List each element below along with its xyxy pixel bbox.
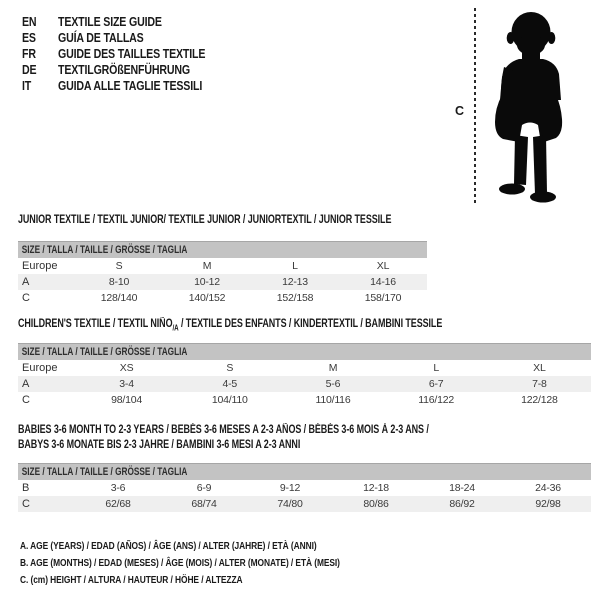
language-name: TEXTILE SIZE GUIDE [58,15,162,29]
size-row-c [18,392,591,408]
babies-table-title [18,423,545,453]
title-text: BABIES 3-6 MONTH TO 2-3 YEARS / BEBÉS 3-6 MESES A 2-3 AÑOS / BÉBÉS 3-6 MOIS À 2-3 ANS / [18,424,429,436]
size-cell: 4-5 [222,378,238,390]
size-cell: 128/140 [100,292,138,304]
language-name: GUÍA DE TALLAS [58,31,144,45]
footnote-line: B. AGE (MONTHS) / EDAD (MESES) / ÂGE (MOIS) / ALTER (MONATE) / ETÀ (MESI) [20,557,340,569]
language-list [22,14,231,94]
row-label: C [22,394,30,406]
size-header-bar [18,242,427,259]
title-subscript: /A [172,323,179,333]
size-cell: L [433,362,439,374]
row-label: Europe [22,260,58,272]
size-cell: L [292,260,298,272]
size-header-label: SIZE / TALLA / TAILLE / GRÖSSE / TAGLIA [21,244,188,256]
size-cell: 18-24 [449,482,475,494]
size-cell: M [202,260,212,272]
size-cell: XL [533,362,546,374]
size-header-row [18,242,427,259]
size-cell: M [328,362,338,374]
language-name: TEXTILGRÖßENFÜHRUNG [58,63,190,77]
toddler-silhouette-shape [495,12,562,203]
size-cell: 14-16 [370,276,396,288]
table-title-line [18,317,442,335]
size-cell: XL [376,260,390,272]
size-row-europe [18,360,591,376]
children-table-title [18,317,562,335]
size-cell: 6-7 [428,378,444,390]
language-code: FR [22,47,36,61]
language-code: DE [22,63,37,77]
row-label: C [22,292,30,304]
size-header-label: SIZE / TALLA / TAILLE / GRÖSSE / TAGLIA [21,466,188,478]
size-cell: 110/116 [315,394,351,406]
size-cell: 8-10 [108,276,130,288]
size-cell: 3-6 [110,482,126,494]
row-label: A [22,276,30,288]
size-cell: 98/104 [111,394,143,406]
size-row-c [18,290,427,306]
size-cell: 3-4 [119,378,134,390]
language-row [22,46,231,62]
footnotes [20,538,420,589]
size-cell: 5-6 [325,378,341,390]
size-cell: 122/128 [521,394,558,406]
size-header-bar [18,464,591,481]
row-label: C [22,498,30,510]
row-label: B [22,482,30,494]
size-cell: S [115,260,123,272]
title-text: / TEXTILE DES ENFANTS / KINDERTEXTIL / BAMBINI TESSILE [178,318,443,330]
size-cell: 9-12 [279,482,301,494]
row-label: A [22,378,30,390]
size-row-europe [18,258,427,274]
size-cell: 74/80 [277,498,303,510]
language-code: IT [22,79,32,93]
size-cell: S [226,362,234,374]
size-cell: 116/122 [418,394,455,406]
title-text: JUNIOR TEXTILE / TEXTIL JUNIOR/ TEXTILE JUNIOR / JUNIORTEXTIL / JUNIOR TESSILE [18,214,392,226]
size-cell: 152/158 [276,292,314,304]
title-text: CHILDREN'S TEXTILE / TEXTIL NIÑO [18,318,173,330]
size-cell: 86/92 [449,498,475,510]
size-cell: 140/152 [188,292,226,304]
size-header-label: SIZE / TALLA / TAILLE / GRÖSSE / TAGLIA [21,346,188,358]
row-label: Europe [22,362,58,374]
size-row-c [18,496,591,512]
size-cell: 158/170 [364,292,402,304]
language-row [22,14,231,30]
language-name: GUIDA ALLE TAGLIE TESSILI [58,79,203,93]
size-cell: 104/110 [211,394,248,406]
size-cell: 10-12 [194,276,220,288]
size-cell: 92/98 [535,498,561,510]
language-name: GUIDE DES TAILLES TEXTILE [58,47,206,61]
table-title-line [18,423,429,438]
junior-size-table [18,241,427,306]
size-header-bar [18,344,591,361]
size-cell: 12-18 [363,482,389,494]
size-cell: 24-36 [535,482,561,494]
language-row [22,62,231,78]
size-row-a [18,376,591,392]
language-code: ES [22,31,36,45]
size-cell: 12-13 [282,276,308,288]
children-size-table [18,343,591,408]
size-cell: 6-9 [196,482,212,494]
size-row-b [18,480,591,496]
language-row [22,30,231,46]
size-cell: 68/74 [191,498,217,510]
footnote-line: C. (cm) HEIGHT / ALTURA / HAUTEUR / HÖHE / ALTEZZA [20,574,243,586]
language-code: EN [22,15,37,29]
height-dashed-line [474,8,476,206]
language-row [22,78,231,94]
size-cell: XS [119,362,134,374]
junior-table-title [18,213,497,228]
size-header-row [18,464,591,481]
title-text: BABYS 3-6 MONATE BIS 2-3 JAHRE / BAMBINI 3-6 MESI A 2-3 ANNI [18,439,301,451]
table-title-line [18,213,391,228]
toddler-silhouette-image [481,7,575,203]
size-row-a [18,274,427,290]
size-cell: 62/68 [105,498,131,510]
height-measure-label: C [455,104,465,118]
footnote-line: A. AGE (YEARS) / EDAD (AÑOS) / ÂGE (ANS) / ALTER (JAHRE) / ETÀ (ANNI) [20,540,317,552]
size-cell: 80/86 [363,498,389,510]
table-title-line [18,438,429,453]
size-cell: 7-8 [532,378,547,390]
babies-size-table [18,463,591,512]
size-header-row [18,344,591,361]
